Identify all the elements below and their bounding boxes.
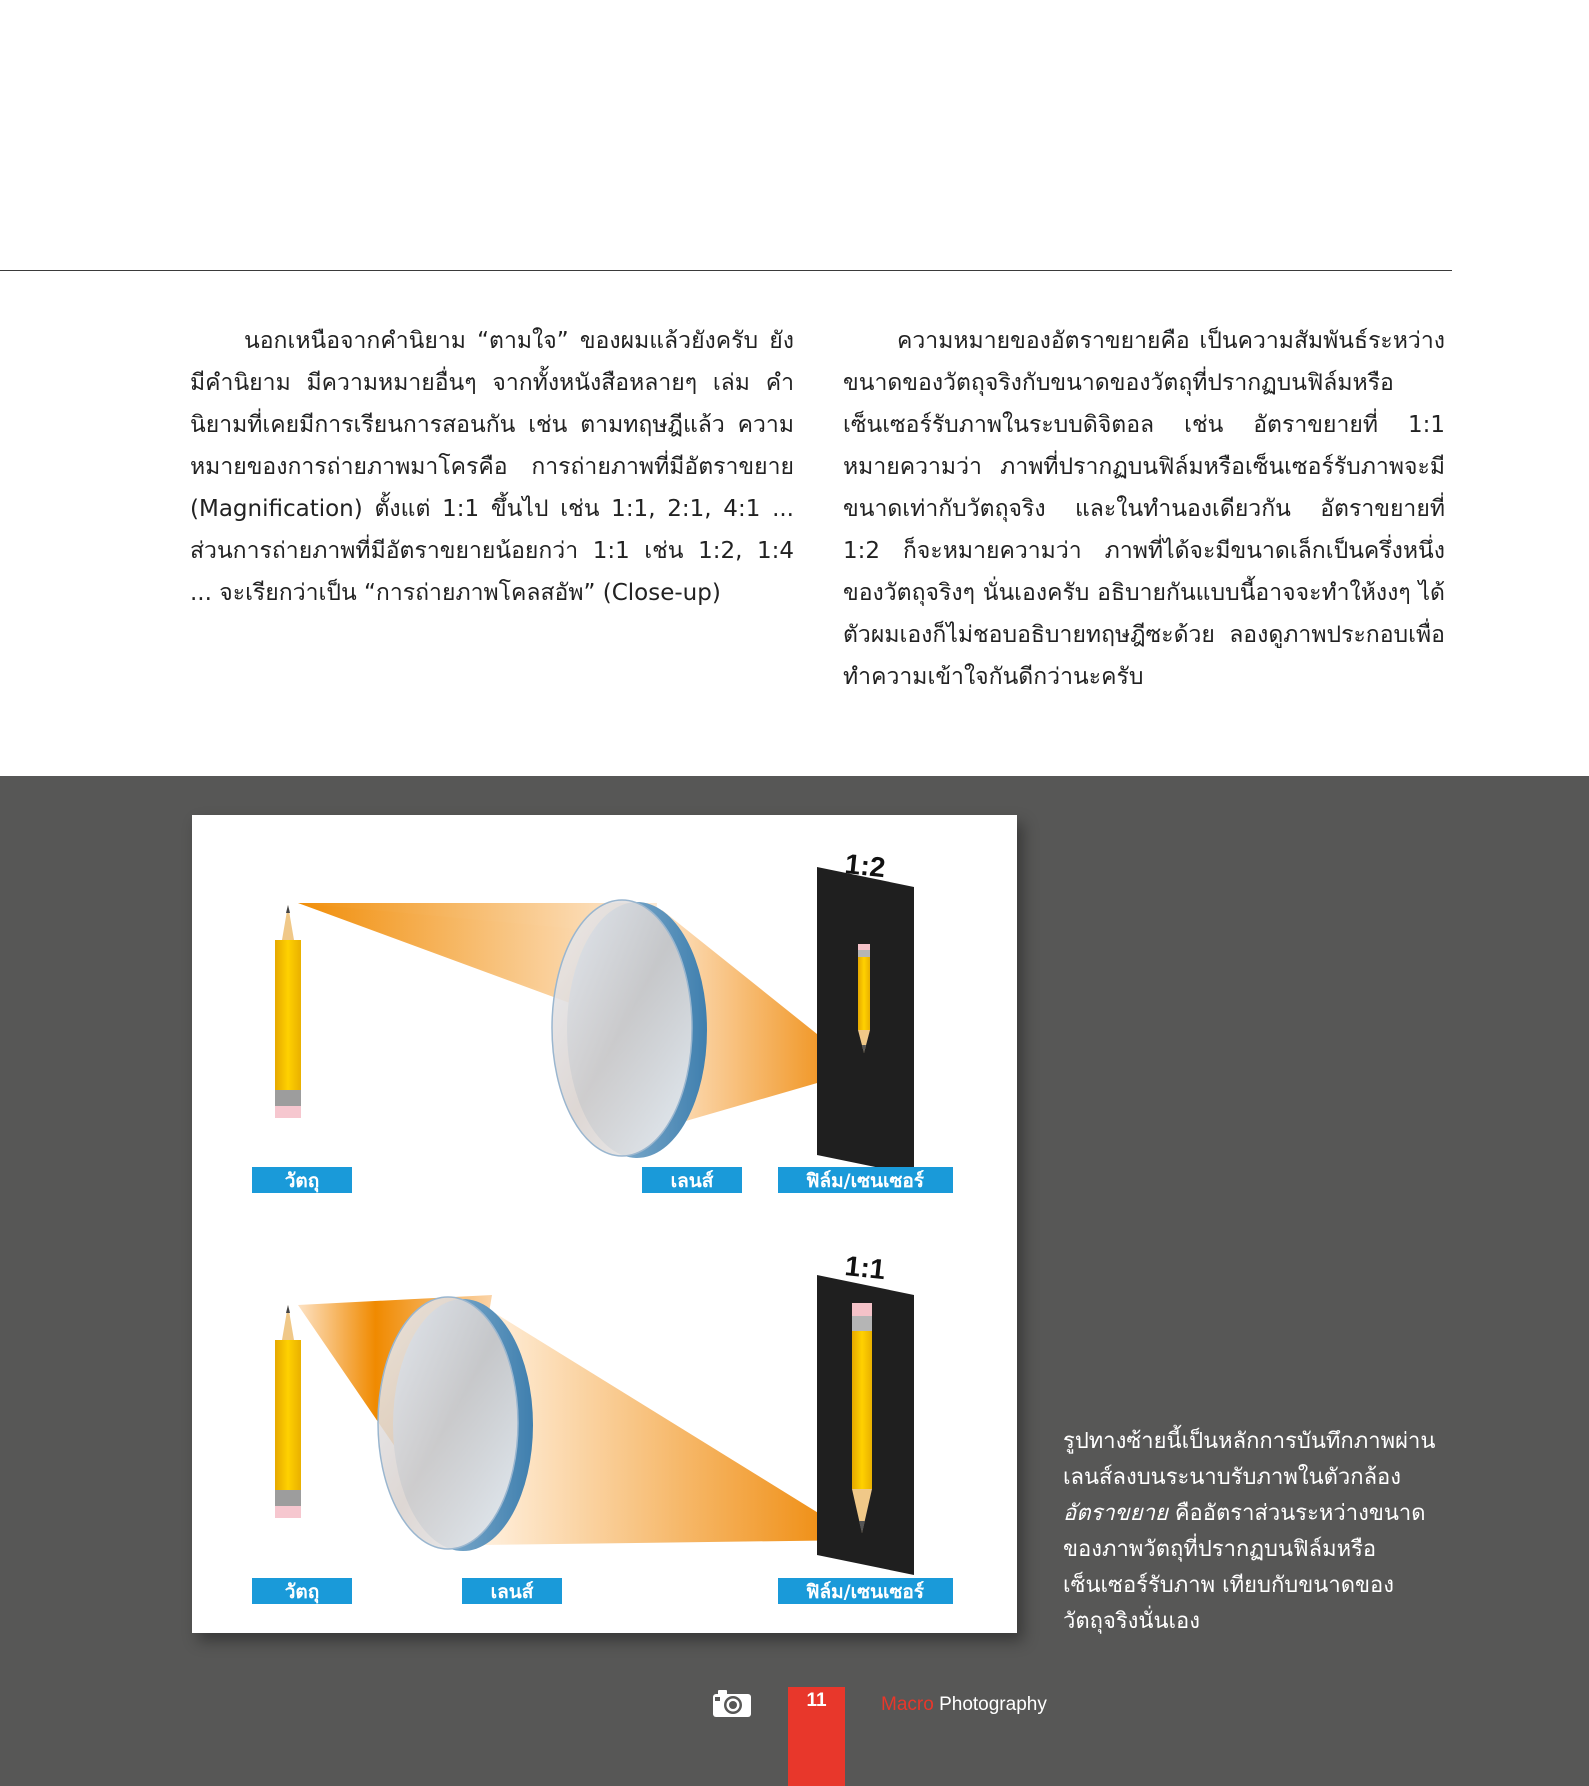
label-sensor-top [778,1167,953,1193]
label-sensor-bottom [778,1578,953,1604]
label-object-top-text: วัตถุ [284,1170,320,1192]
diagram-top [252,848,953,1193]
article-paragraph-right: ความหมายของอัตราขยายคือ เป็นความสัมพันธ์ระหว่างขนาดของวัตถุจริงกับขนาดของวัตถุที่ปรากฏบนฟิล์มหรือเซ็นเซอร์รับภาพในระบบดิจิตอล เช่น อัตราขยายที่ 1:1 หมายความว่า ภาพที่ปรากฏบนฟิล์มหรือเซ็นเซอร์รับภาพจะมีขนาดเท่ากับวัตถุจริง และในทำนองเดียวกัน อัตราขยายที่ 1:2 ก็จะหมายความว่า ภาพที่ได้จะมีขนาดเล็กเป็นครึ่งหนึ่งของวัตถุจริงๆ นั่นเองครับ อธิบายกันแบบนี้อาจจะทำให้งงๆ ได้ตัวผมเองก็ไม่ชอบอธิบายทฤษฎีซะด้วย ลองดูภาพประกอบเพื่อทำความเข้าใจกันดีกว่านะครับ [843,328,1445,690]
diagram-bottom [252,1250,953,1604]
label-lens-bottom-text: เลนส์ [490,1581,534,1603]
article-paragraph-left: นอกเหนือจากคำนิยาม “ตามใจ” ของผมแล้วยังครับ ยังมีคำนิยาม มีความหมายอื่นๆ จากทั้งหนังสือหลายๆ เล่ม คำนิยามที่เคยมีการเรียนการสอนกัน เช่น ตามทฤษฎีแล้ว ความหมายของการถ่ายภาพมาโครคือ การถ่ายภาพที่มีอัตราขยาย (Magnification) ตั้งแต่ 1:1 ขึ้นไป เช่น 1:1, 2:1, 4:1 ... ส่วนการถ่ายภาพที่มีอัตราขยายน้อยกว่า 1:1 เช่น 1:2, 1:4 ... จะเรียกว่าเป็น “การถ่ายภาพโคลสอัพ” (Close-up) [190,328,794,606]
brand-word-photography: Photography [933,1694,1047,1715]
light-beam-bottom-right [482,1305,862,1545]
caption-line-3-rest: คืออัตราส่วนระหว่างขนาด [1167,1501,1426,1526]
caption-line-4: ของภาพวัตถุที่ปรากฏบนฟิล์มหรือ [1063,1537,1377,1562]
lens-bottom [378,1297,533,1551]
label-lens-top-text: เลนส์ [670,1170,714,1192]
caption-line-2: เลนส์ลงบนระนาบรับภาพในตัวกล้อง [1063,1465,1402,1490]
caption-line-1: รูปทางซ้ายนี้เป็นหลักการบันทึกภาพผ่าน [1063,1429,1436,1454]
pencil-image-small [858,944,870,1053]
magnification-diagram [192,815,1017,1633]
lens-top [552,900,707,1158]
brand-word-macro: Macro [881,1694,934,1715]
caption-term: อัตราขยาย [1063,1501,1168,1526]
label-object-top [252,1167,352,1193]
caption-line-5: เซ็นเซอร์รับภาพ เทียบกับขนาดของ [1063,1573,1394,1598]
article-column-left [190,320,794,614]
figure-caption [1063,1424,1463,1640]
camera-icon [712,1688,752,1718]
article-column-right [843,320,1445,698]
caption-line-6: วัตถุจริงนั่นเอง [1063,1609,1200,1634]
label-sensor-top-text: ฟิล์ม/เซนเซอร์ [806,1170,924,1192]
page-number: 11 [806,1690,827,1711]
label-lens-bottom [462,1578,562,1604]
label-lens-top [642,1167,742,1193]
ratio-label-top: 1:2 [843,848,887,884]
ratio-label-bottom: 1:1 [843,1250,887,1286]
label-sensor-bottom-text: ฟิล์ม/เซนเซอร์ [806,1581,924,1603]
caption-line-3 [1063,1496,1463,1532]
pencil-object-bottom [275,1305,301,1518]
pencil-image-full [852,1303,872,1533]
footer-brand [881,1694,1047,1716]
label-object-bottom [252,1578,352,1604]
label-object-bottom-text: วัตถุ [284,1581,320,1603]
top-divider-line [0,270,1452,271]
pencil-object-top [275,905,301,1118]
